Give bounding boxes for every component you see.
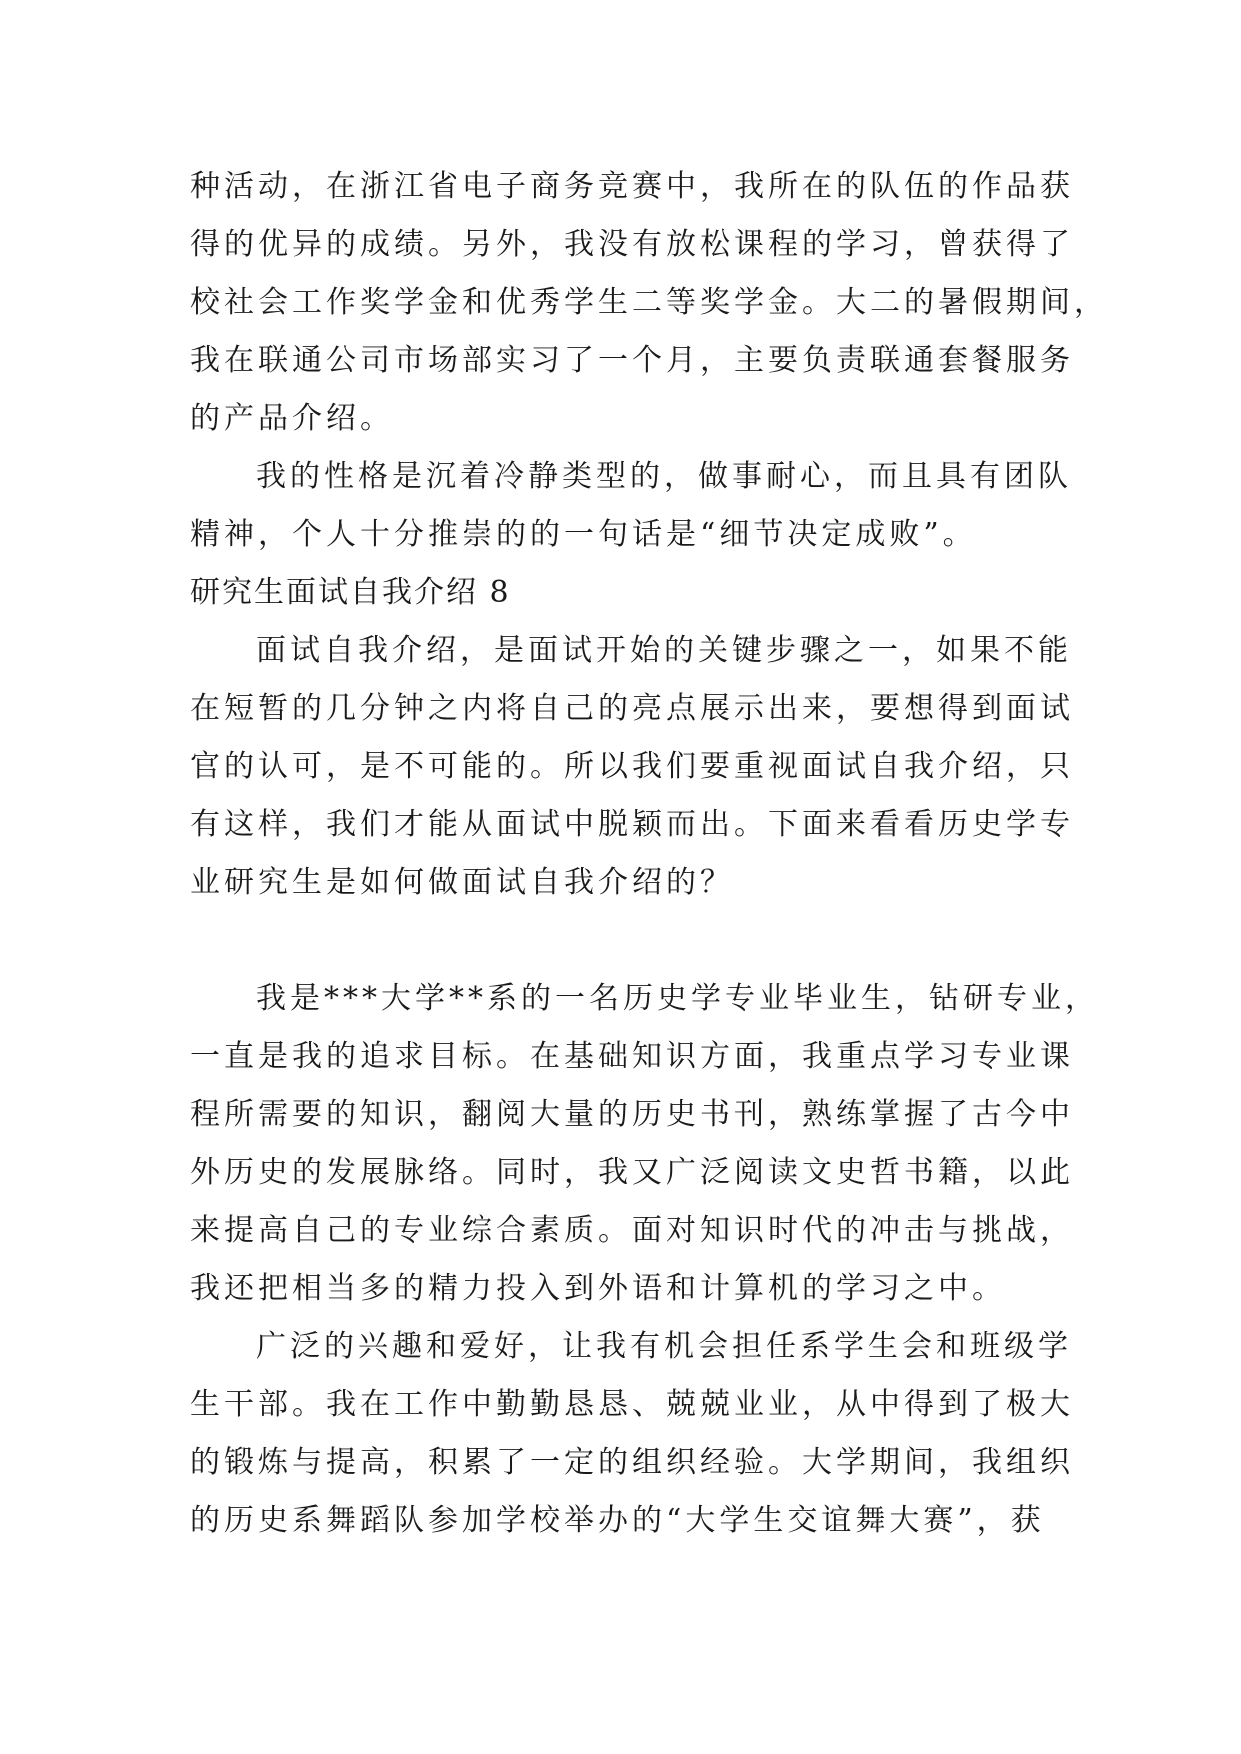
text-line: 程所需要的知识，翻阅大量的历史书刊，熟练掌握了古今中 [190,1097,1074,1132]
paragraph-start-line: 广泛的兴趣和爱好，让我有机会担任系学生会和班级学 [256,1329,1072,1364]
text-line: 有这样，我们才能从面试中脱颖而出。下面来看看历史学专 [190,807,1074,842]
text-line: 官的认可，是不可能的。所以我们要重视面试自我介绍，只 [190,749,1074,784]
text-line: 业研究生是如何做面试自我介绍的？ [190,865,734,900]
paragraph-start-line: 面试自我介绍，是面试开始的关键步骤之一，如果不能 [256,633,1072,668]
section-heading: 研究生面试自我介绍 8 [190,575,511,610]
text-line: 生干部。我在工作中勤勤恳恳、兢兢业业，从中得到了极大 [190,1387,1074,1422]
text-line: 外历史的发展脉络。同时，我又广泛阅读文史哲书籍，以此 [190,1155,1074,1190]
text-line: 的历史系舞蹈队参加学校举办的“大学生交谊舞大赛”，获 [190,1503,1045,1538]
document-body [190,158,1108,1550]
text-line: 一直是我的追求目标。在基础知识方面，我重点学习专业课 [190,1039,1074,1074]
text-line: 在短暂的几分钟之内将自己的亮点展示出来，要想得到面试 [190,691,1074,726]
text-line: 校社会工作奖学金和优秀学生二等奖学金。大二的暑假期间， [190,285,1108,320]
text-line: 我还把相当多的精力投入到外语和计算机的学习之中。 [190,1271,1006,1306]
text-line: 精神，个人十分推崇的的一句话是“细节决定成败”。 [190,517,977,552]
paragraph-start-line: 我是***大学**系的一名历史学专业毕业生，钻研专业， [256,981,1099,1016]
blank-line [190,912,1070,970]
text-line: 我在联通公司市场部实习了一个月，主要负责联通套餐服务 [190,343,1074,378]
text-line: 的产品介绍。 [190,401,394,436]
paragraph-start-line: 我的性格是沉着冷静类型的，做事耐心，而且具有团队 [256,459,1072,494]
text-line: 来提高自己的专业综合素质。面对知识时代的冲击与挑战， [190,1213,1074,1248]
text-line: 种活动，在浙江省电子商务竞赛中，我所在的队伍的作品获 [190,169,1074,204]
text-line: 的锻炼与提高，积累了一定的组织经验。大学期间，我组织 [190,1445,1074,1480]
text-line: 得的优异的成绩。另外，我没有放松课程的学习，曾获得了 [190,227,1074,262]
